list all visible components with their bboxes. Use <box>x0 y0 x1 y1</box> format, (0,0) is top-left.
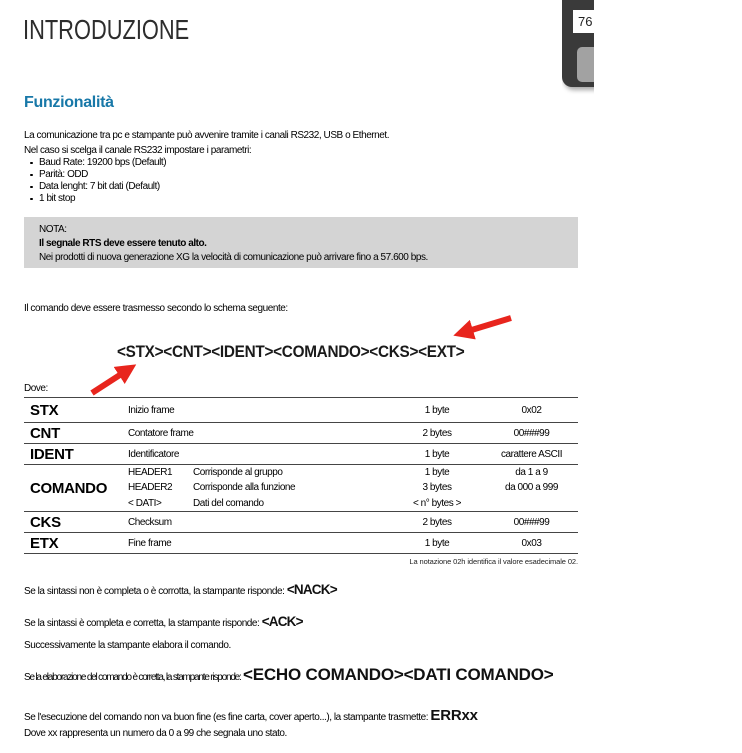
response-error <box>24 707 478 724</box>
pdf-viewer-widget <box>562 0 594 96</box>
sub-bytes: 3 bytes <box>422 482 452 494</box>
parameter-list <box>30 157 166 205</box>
nota-line-1: Il segnale RTS deve essere tenuto alto. <box>39 238 207 249</box>
page-number-input[interactable]: 76 <box>573 10 594 33</box>
nota-line-2: Nei prodotti di nuova generazione XG la velocità di comunicazione può arrivare fino a 57.600 bps. <box>39 252 428 263</box>
list-item: Data lenght: 7 bit dati (Default) <box>30 181 166 193</box>
response-error-note: Dove xx rappresenta un numero da 0 a 99 che segnala uno stato. <box>24 728 287 739</box>
response-code: ERRxx <box>430 707 478 724</box>
row-key: CKS <box>30 513 61 531</box>
response-code: <NACK> <box>286 582 337 597</box>
nota-box <box>24 217 578 268</box>
response-nack <box>24 582 337 597</box>
command-schema: <STX><CNT><IDENT><COMANDO><CKS><EXT> <box>117 342 465 361</box>
row-key: CNT <box>30 424 60 442</box>
response-text: Se la sintassi non è completa o è corrotta, la stampante risponde: <box>24 586 285 597</box>
row-desc: Inizio frame <box>128 404 175 416</box>
command-frame-table <box>24 397 578 554</box>
row-key: ETX <box>30 534 59 552</box>
row-value: 00###99 <box>513 516 550 528</box>
schema-intro-text: Il comando deve essere trasmesso secondo lo schema seguente: <box>24 303 288 314</box>
row-key: IDENT <box>30 445 74 463</box>
row-key: COMANDO <box>30 479 108 497</box>
sub-desc: Corrisponde al gruppo <box>193 466 283 478</box>
pdf-viewer-toolbar <box>562 0 594 87</box>
response-text: Se la sintassi è completa e corretta, la stampante risponde: <box>24 618 260 629</box>
row-bytes: 1 byte <box>424 404 450 416</box>
response-text: Se l'esecuzione del comando non va buon fine (es fine carta, cover aperto...), la stampante trasmette: <box>24 712 429 723</box>
sub-name: HEADER2 <box>128 482 173 494</box>
row-value: carattere ASCII <box>500 448 563 460</box>
sub-name: < DATI> <box>128 497 162 509</box>
table-footnote: La notazione 02h identifica il valore esadecimale 02. <box>409 557 578 566</box>
row-key: STX <box>30 401 59 419</box>
intro-line-2: Nel caso si scelga il canale RS232 impostare i parametri: <box>24 145 252 156</box>
row-value: 00###99 <box>513 427 550 439</box>
table-row-comando <box>24 464 578 511</box>
response-echo <box>24 665 553 685</box>
viewer-toolbar-button[interactable] <box>577 47 594 82</box>
response-code: <ACK> <box>261 614 303 629</box>
table-row <box>24 511 578 532</box>
row-bytes: 1 byte <box>424 537 450 549</box>
red-arrow-up-right-icon <box>82 356 152 398</box>
row-value: 0x03 <box>521 537 542 549</box>
table-row <box>24 443 578 464</box>
list-item: 1 bit stop <box>30 193 166 205</box>
table-row <box>24 422 578 443</box>
row-bytes: 2 bytes <box>422 516 452 528</box>
table-row <box>24 532 578 554</box>
sub-name: HEADER1 <box>128 466 173 478</box>
page-title: INTRODUZIONE <box>23 14 190 45</box>
row-value: 0x02 <box>521 404 542 416</box>
response-process: Successivamente la stampante elabora il comando. <box>24 640 231 651</box>
sub-desc: Dati del comando <box>193 497 264 509</box>
row-bytes: 2 bytes <box>422 427 452 439</box>
response-ack <box>24 614 303 629</box>
intro-paragraph <box>24 128 389 158</box>
sub-bytes: 1 byte <box>424 466 450 478</box>
table-row <box>24 397 578 422</box>
row-desc: Fine frame <box>128 537 172 549</box>
sub-value: da 1 a 9 <box>515 466 548 478</box>
list-item: Parità: ODD <box>30 169 166 181</box>
list-item: Baud Rate: 19200 bps (Default) <box>30 157 166 169</box>
sub-desc: Corrisponde alla funzione <box>193 482 296 494</box>
dove-label: Dove: <box>24 383 48 394</box>
row-bytes: 1 byte <box>424 448 450 460</box>
sub-bytes: < n° bytes > <box>412 497 462 509</box>
intro-line-1: La comunicazione tra pc e stampante può avvenire tramite i canali RS232, USB o Ethernet. <box>24 130 390 141</box>
nota-label: NOTA: <box>39 224 67 235</box>
response-text: Se la elaborazione del comando è corretta, la stampante risponde: <box>24 672 241 683</box>
sub-value: da 000 a 999 <box>505 482 558 494</box>
row-desc: Checksum <box>128 516 172 528</box>
row-desc: Contatore frame <box>128 427 194 439</box>
row-desc: Identificatore <box>128 448 179 460</box>
section-heading: Funzionalità <box>24 94 114 111</box>
response-code: <ECHO COMANDO><DATI COMANDO> <box>242 665 554 684</box>
